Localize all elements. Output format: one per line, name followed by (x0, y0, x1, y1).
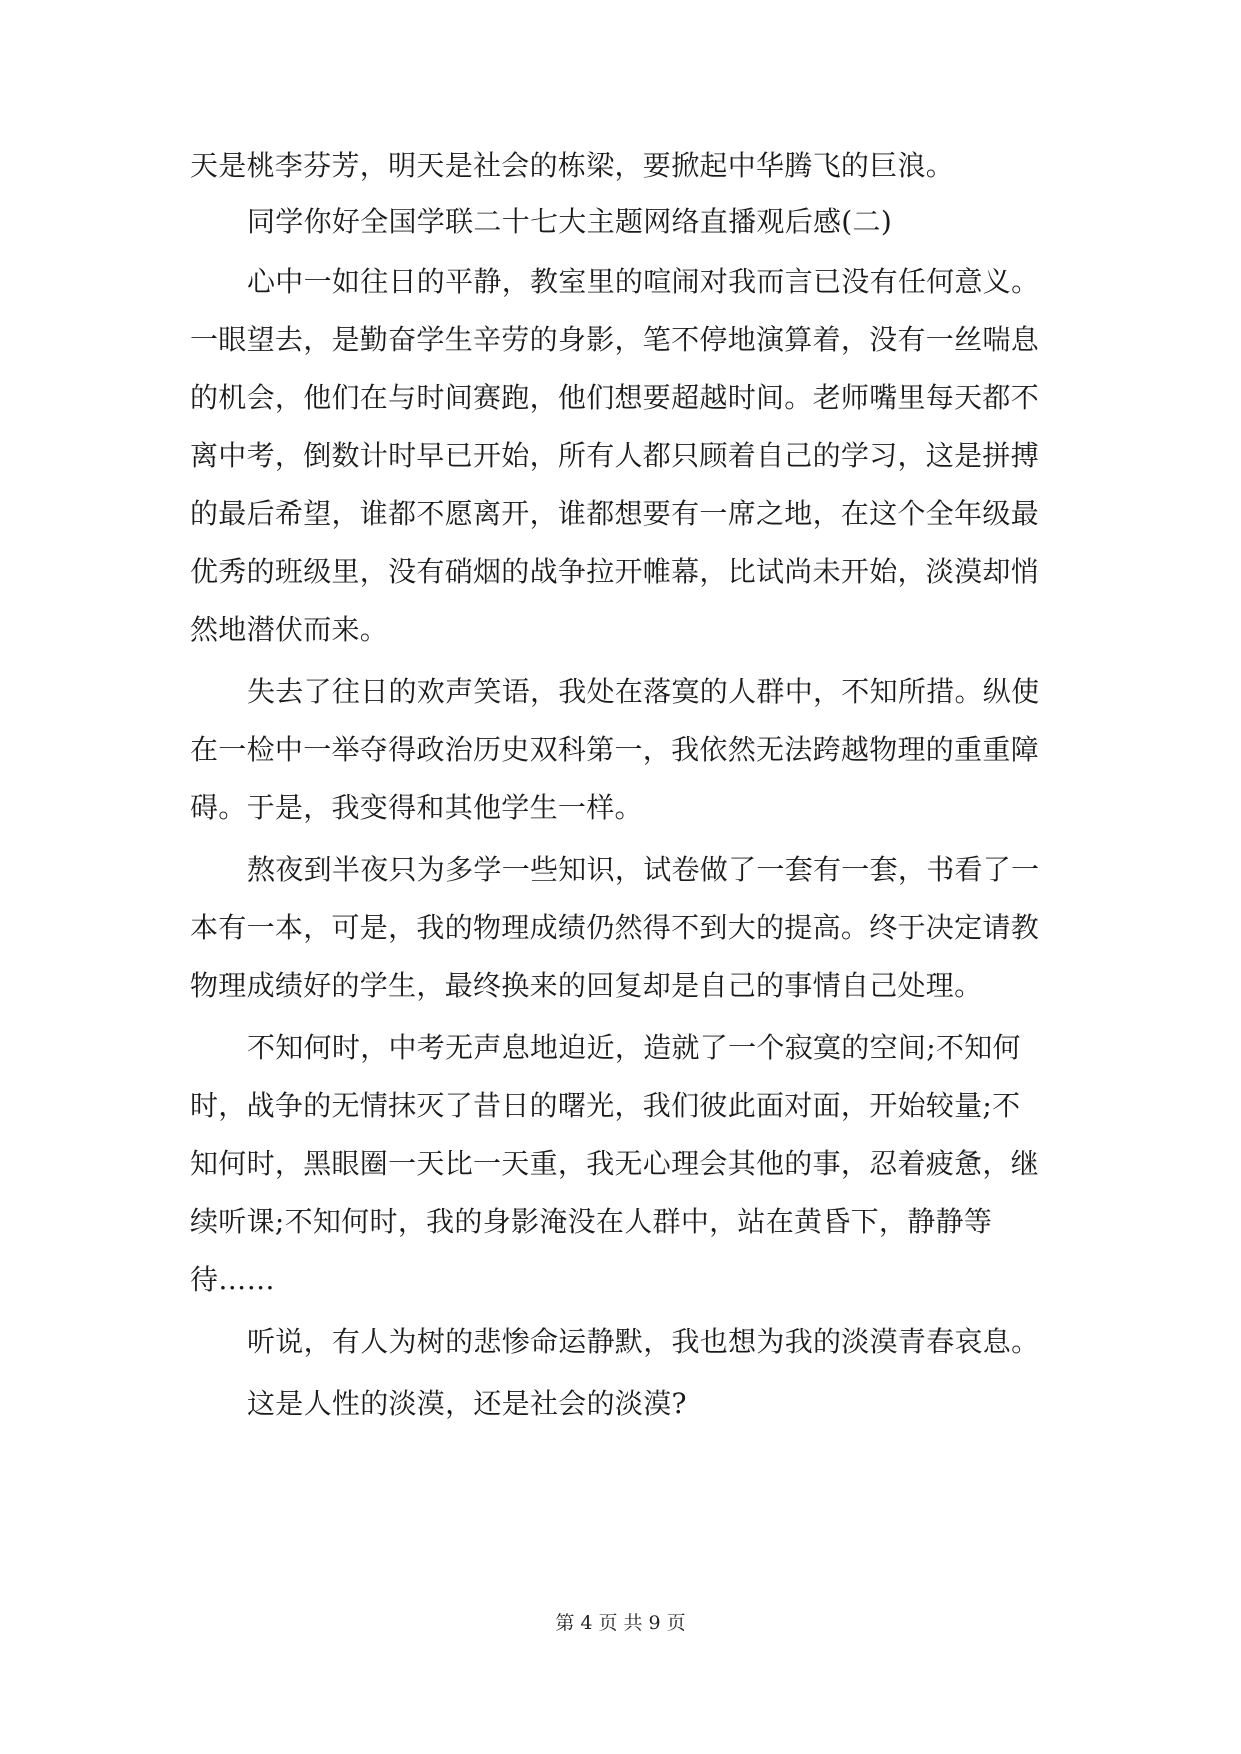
text-line: 的最后希望，谁都不愿离开，谁都想要有一席之地，在这个全年级最 (190, 497, 1040, 530)
text-line: 优秀的班级里，没有硝烟的战争拉开帷幕，比试尚未开始，淡漠却悄 (190, 555, 1040, 588)
text-line: 离中考，倒数计时早已开始，所有人都只顾着自己的学习，这是拼搏 (190, 439, 1040, 472)
text-line: 听说，有人为树的悲惨命运静默，我也想为我的淡漠青春哀息。 (247, 1325, 1040, 1358)
text-line: 的机会，他们在与时间赛跑，他们想要超越时间。老师嘴里每天都不 (190, 381, 1040, 414)
text-line: 心中一如往日的平静，教室里的喧闹对我而言已没有任何意义。 (247, 265, 1040, 298)
text-line: 物理成绩好的学生，最终换来的回复却是自己的事情自己处理。 (190, 969, 983, 1002)
text-line: 在一检中一举夺得政治历史双科第一，我依然无法跨越物理的重重障 (190, 733, 1040, 766)
text-line: 知何时，黑眼圈一天比一天重，我无心理会其他的事，忍着疲惫，继 (190, 1147, 1040, 1180)
page-footer: 第 4 页 共 9 页 (555, 1612, 686, 1634)
text-line: 一眼望去，是勤奋学生辛劳的身影，笔不停地演算着，没有一丝喘息 (190, 323, 1040, 356)
text-line: 熬夜到半夜只为多学一些知识，试卷做了一套有一套，书看了一 (247, 853, 1040, 886)
text-line: 失去了往日的欢声笑语，我处在落寞的人群中，不知所措。纵使 (247, 675, 1040, 708)
text-line: 碍。于是，我变得和其他学生一样。 (190, 791, 643, 824)
text-line: 续听课;不知何时，我的身影淹没在人群中，站在黄昏下，静静等 (190, 1205, 993, 1238)
text-line: 待…… (190, 1263, 275, 1296)
text-line: 不知何时，中考无声息地迫近，造就了一个寂寞的空间;不知何 (247, 1031, 1021, 1064)
text-line: 天是桃李芬芳，明天是社会的栋梁，要掀起中华腾飞的巨浪。 (190, 149, 955, 182)
text-line: 本有一本，可是，我的物理成绩仍然得不到大的提高。终于决定请教 (190, 911, 1040, 944)
text-line: 这是人性的淡漠，还是社会的淡漠? (247, 1387, 687, 1420)
section-heading: 同学你好全国学联二十七大主题网络直播观后感(二) (247, 205, 893, 238)
text-line: 然地潜伏而来。 (190, 613, 389, 646)
text-line: 时，战争的无情抹灭了昔日的曙光，我们彼此面对面，开始较量;不 (190, 1089, 1021, 1122)
